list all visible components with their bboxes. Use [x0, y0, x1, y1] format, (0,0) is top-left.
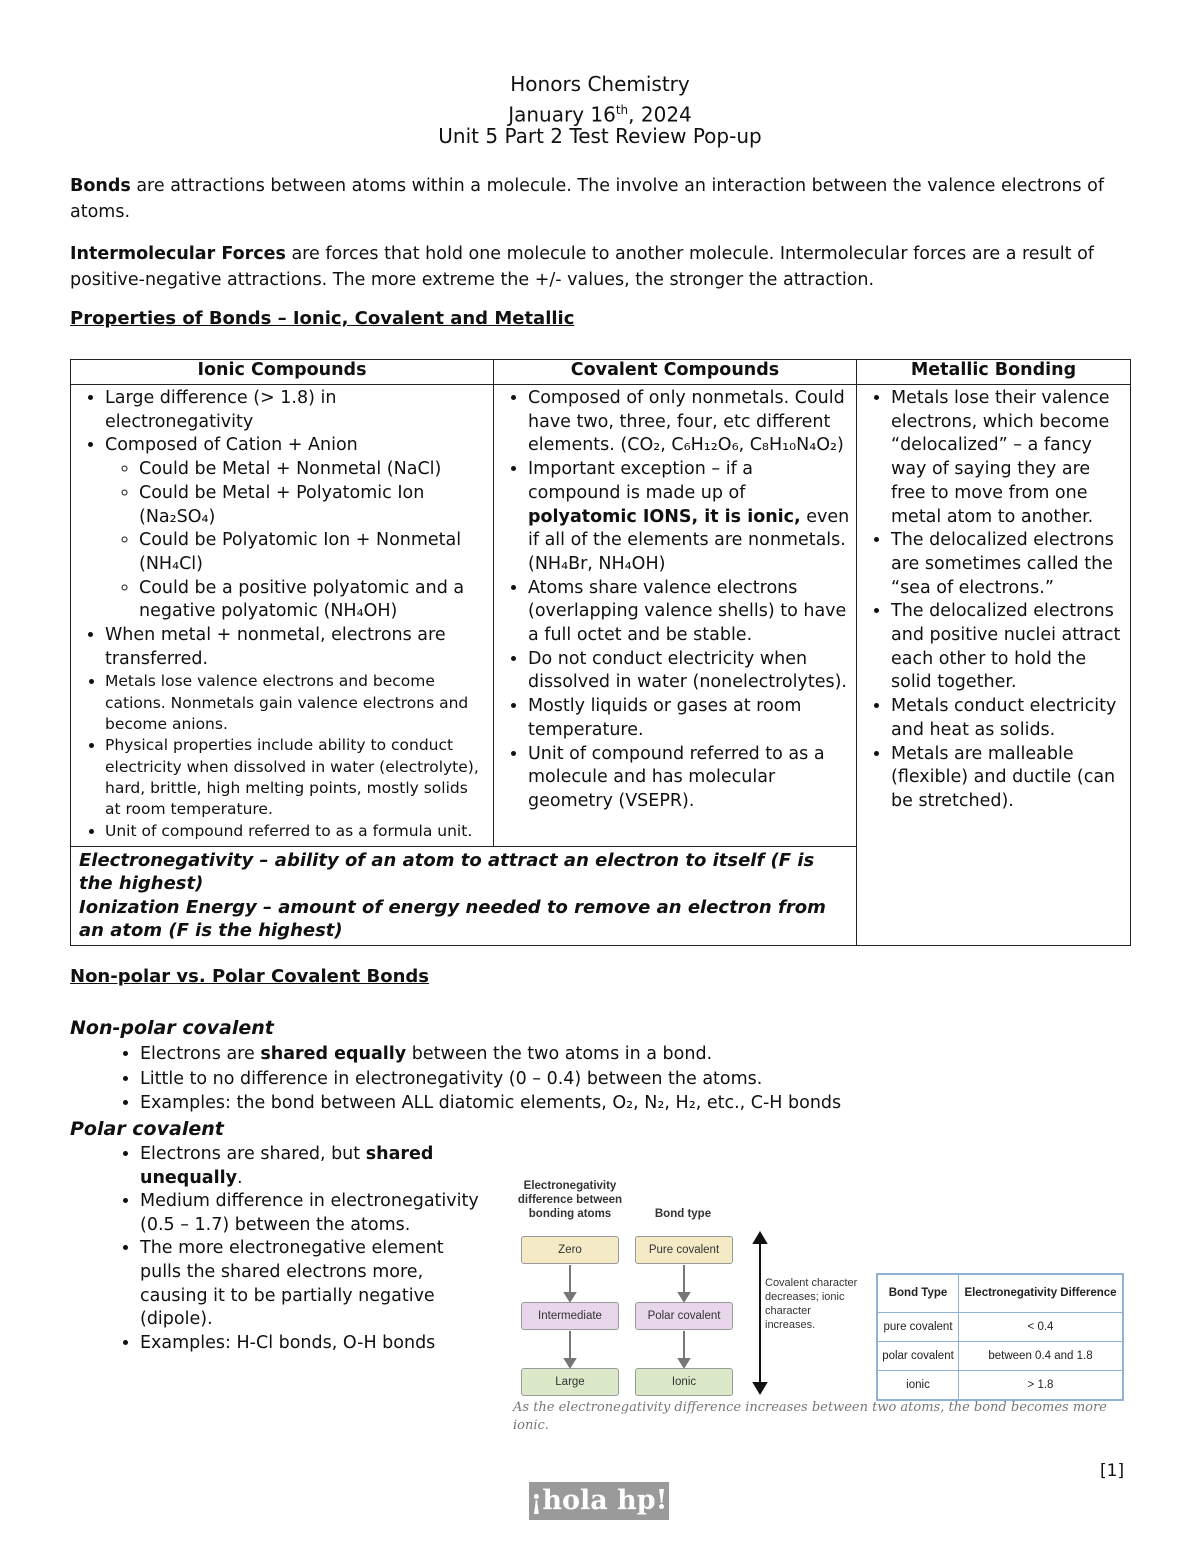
bt-row — [877, 1370, 1123, 1400]
ionic-cell — [71, 385, 494, 847]
bt-header-diff: Electronegativity Difference — [959, 1274, 1124, 1312]
ionic-box: Ionic — [635, 1368, 733, 1396]
ionic-sub-bullet: ◦ Could be a positive polyatomic and a negative polyatomic (NH₄OH) — [139, 577, 487, 624]
bt-cell-diff: > 1.8 — [959, 1370, 1124, 1400]
ionic-bullet: • When metal + nonmetal, electrons are transferred. — [105, 624, 487, 671]
covalent-bullet: • Composed of only nonmetals. Could have two, three, four, etc different elements. (CO₂, C₆H₁₂O₆, C₈H₁₀N₄O₂) — [528, 387, 850, 458]
polar-list — [110, 1143, 490, 1355]
properties-title: Properties of Bonds – Ionic, Covalent and Metallic — [70, 308, 575, 329]
polar-bullet: • Medium difference in electronegativity (0.5 – 1.7) between the atoms. — [140, 1190, 490, 1237]
covalent-cell — [494, 385, 857, 847]
bt-cell-type: ionic — [877, 1370, 959, 1400]
header-metallic: Metallic Bonding — [857, 360, 1131, 385]
date-sup: th — [615, 103, 629, 117]
down-arrow-head — [565, 1293, 575, 1301]
diff-zero-box: Zero — [521, 1236, 619, 1264]
polarity-title: Non-polar vs. Polar Covalent Bonds — [70, 966, 430, 987]
polar-bullet-text: Electrons are shared, but — [140, 1144, 366, 1164]
polar-title: Polar covalent — [70, 1118, 224, 1140]
polar-covalent-box: Polar covalent — [635, 1302, 733, 1330]
electronegativity-definition: Electronegativity – ability of an atom to attract an electron to itself (F is the highest) — [79, 849, 815, 895]
bt-cell-type: pure covalent — [877, 1312, 959, 1341]
polar-bullet-text: . — [237, 1167, 243, 1188]
imf-definition — [70, 241, 1130, 293]
covalent-bullet: • Atoms share valence electrons (overlapping valence shells) to have a full octet and be stable. — [528, 577, 850, 648]
bt-row — [877, 1341, 1123, 1370]
nonpolar-bullet: • Examples: the bond between ALL diatomic elements, O₂, N₂, H₂, etc., C-H bonds — [140, 1091, 1040, 1116]
ionization-energy-definition: Ionization Energy – amount of energy needed to remove an electron from an atom (F is the highest) — [79, 896, 826, 942]
covalent-bullet-bold: polyatomic IONS, it is ionic, — [528, 506, 801, 527]
header-ionic: Ionic Compounds — [71, 360, 494, 385]
bonds-text: are attractions between atoms within a molecule. The involve an interaction between the valence electrons of atoms. — [70, 176, 1104, 222]
hola-hp-logo: ¡hola hp! — [529, 1482, 669, 1520]
down-arrow-head — [679, 1293, 689, 1301]
bt-header-type: Bond Type — [877, 1274, 959, 1312]
metallic-bullet: • Metals conduct electricity and heat as solids. — [891, 695, 1124, 742]
date-prefix: January 16 — [508, 102, 616, 127]
bt-cell-diff: < 0.4 — [959, 1312, 1124, 1341]
nonpolar-bullet-text: Electrons are — [140, 1044, 261, 1064]
character-note: Covalent character decreases; ionic character increases. — [765, 1277, 858, 1331]
header-covalent: Covalent Compounds — [494, 360, 857, 385]
pure-covalent-box: Pure covalent — [635, 1236, 733, 1264]
diff-large-box: Large — [521, 1368, 619, 1396]
bt-row — [877, 1312, 1123, 1341]
down-arrow-head — [679, 1359, 689, 1367]
title-course: Honors Chemistry — [510, 72, 690, 96]
properties-table — [70, 359, 1131, 946]
ionic-bullet-text: Composed of Cation + Anion — [105, 435, 358, 456]
figure-caption: As the electronegativity difference increases between two atoms, the bond becomes more ionic. — [513, 1400, 1107, 1433]
ionic-sub-bullet: ◦ Could be Metal + Nonmetal (NaCl) — [139, 458, 487, 482]
covalent-bullet-text: even if all of the elements are nonmetals. (NH₄Br, NH₄OH) — [528, 506, 850, 574]
double-arrow-head-up — [754, 1233, 766, 1243]
diff-intermediate-box: Intermediate — [521, 1302, 619, 1330]
nonpolar-bullet-text: between the two atoms in a bond. — [406, 1044, 713, 1064]
nonpolar-bullet-bold: shared equally — [260, 1044, 407, 1064]
ionic-bullet: • Large difference (> 1.8) in electronegativity — [105, 387, 487, 434]
imf-text: are forces that hold one molecule to another molecule. Intermolecular forces are a result of positive-negative attractions. The more extreme the +/- values, the stronger the attraction. — [70, 244, 1094, 290]
ionic-sub-bullet: ◦ Could be Polyatomic Ion + Nonmetal (NH₄Cl) — [139, 529, 487, 576]
nonpolar-bullet — [140, 1042, 1040, 1067]
bond-type-figure — [505, 1175, 1145, 1440]
ionic-bullet: • Unit of compound referred to as a formula unit. — [105, 821, 487, 842]
ionic-sub-bullet: ◦ Could be Metal + Polyatomic Ion (Na₂SO₄) — [139, 482, 487, 529]
properties-header-row — [71, 360, 1131, 385]
metallic-bullet: • The delocalized electrons and positive nuclei attract each other to hold the solid together. — [891, 600, 1124, 695]
metallic-bullet: • Metals are malleable (flexible) and ductile (can be stretched). — [891, 743, 1124, 814]
bond-type-column-title: Bond type — [654, 1208, 712, 1220]
imf-term: Intermolecular Forces — [70, 244, 286, 264]
covalent-bullet — [528, 458, 850, 577]
ionic-bullet — [105, 434, 487, 624]
ionic-bullet: • Metals lose valence electrons and become cations. Nonmetals gain valence electrons and become anions. — [105, 671, 487, 735]
bonds-definition — [70, 173, 1130, 225]
polar-bullet: • The more electronegative element pulls the shared electrons more, causing it to be partially negative (dipole). — [140, 1237, 490, 1331]
polar-bullet — [140, 1143, 490, 1190]
title-unit: Unit 5 Part 2 Test Review Pop-up — [438, 124, 762, 148]
page-number: [1] — [1100, 1461, 1125, 1481]
polar-bullet: • Examples: H-Cl bonds, O-H bonds — [140, 1332, 490, 1356]
diff-column-title: Electronegativity difference between bonding atoms — [517, 1180, 623, 1220]
bonds-term: Bonds — [70, 176, 131, 196]
metallic-cell — [857, 385, 1131, 946]
covalent-bullet: • Do not conduct electricity when dissolved in water (nonelectrolytes). — [528, 648, 850, 695]
nonpolar-title: Non-polar covalent — [70, 1017, 274, 1039]
double-arrow-head-down — [754, 1383, 766, 1393]
covalent-bullet-text: Important exception – if a compound is made up of — [528, 459, 754, 503]
covalent-bullet: • Unit of compound referred to as a molecule and has molecular geometry (VSEPR). — [528, 743, 850, 814]
metallic-bullet: • Metals lose their valence electrons, which become “delocalized” – a fancy way of saying they are free to move from one metal atom to another. — [891, 387, 1124, 529]
date-suffix: , 2024 — [628, 102, 692, 127]
bt-cell-diff: between 0.4 and 1.8 — [959, 1341, 1124, 1370]
ionic-bullet: • Physical properties include ability to conduct electricity when dissolved in water (electrolyte), hard, brittle, high melting points, mostly solids at room temperature. — [105, 735, 487, 820]
down-arrow-head — [565, 1359, 575, 1367]
definitions-cell — [71, 846, 857, 945]
covalent-bullet: • Mostly liquids or gases at room temperature. — [528, 695, 850, 742]
page-number-value: 1 — [1106, 1461, 1118, 1481]
nonpolar-bullet: • Little to no difference in electronegativity (0 – 0.4) between the atoms. — [140, 1067, 1040, 1092]
polar-bullet-bold: shared unequally — [140, 1144, 434, 1188]
bt-cell-type: polar covalent — [877, 1341, 959, 1370]
metallic-bullet: • The delocalized electrons are sometimes called the “sea of electrons.” — [891, 529, 1124, 600]
nonpolar-list — [110, 1042, 1040, 1116]
bond-type-table — [876, 1273, 1124, 1401]
